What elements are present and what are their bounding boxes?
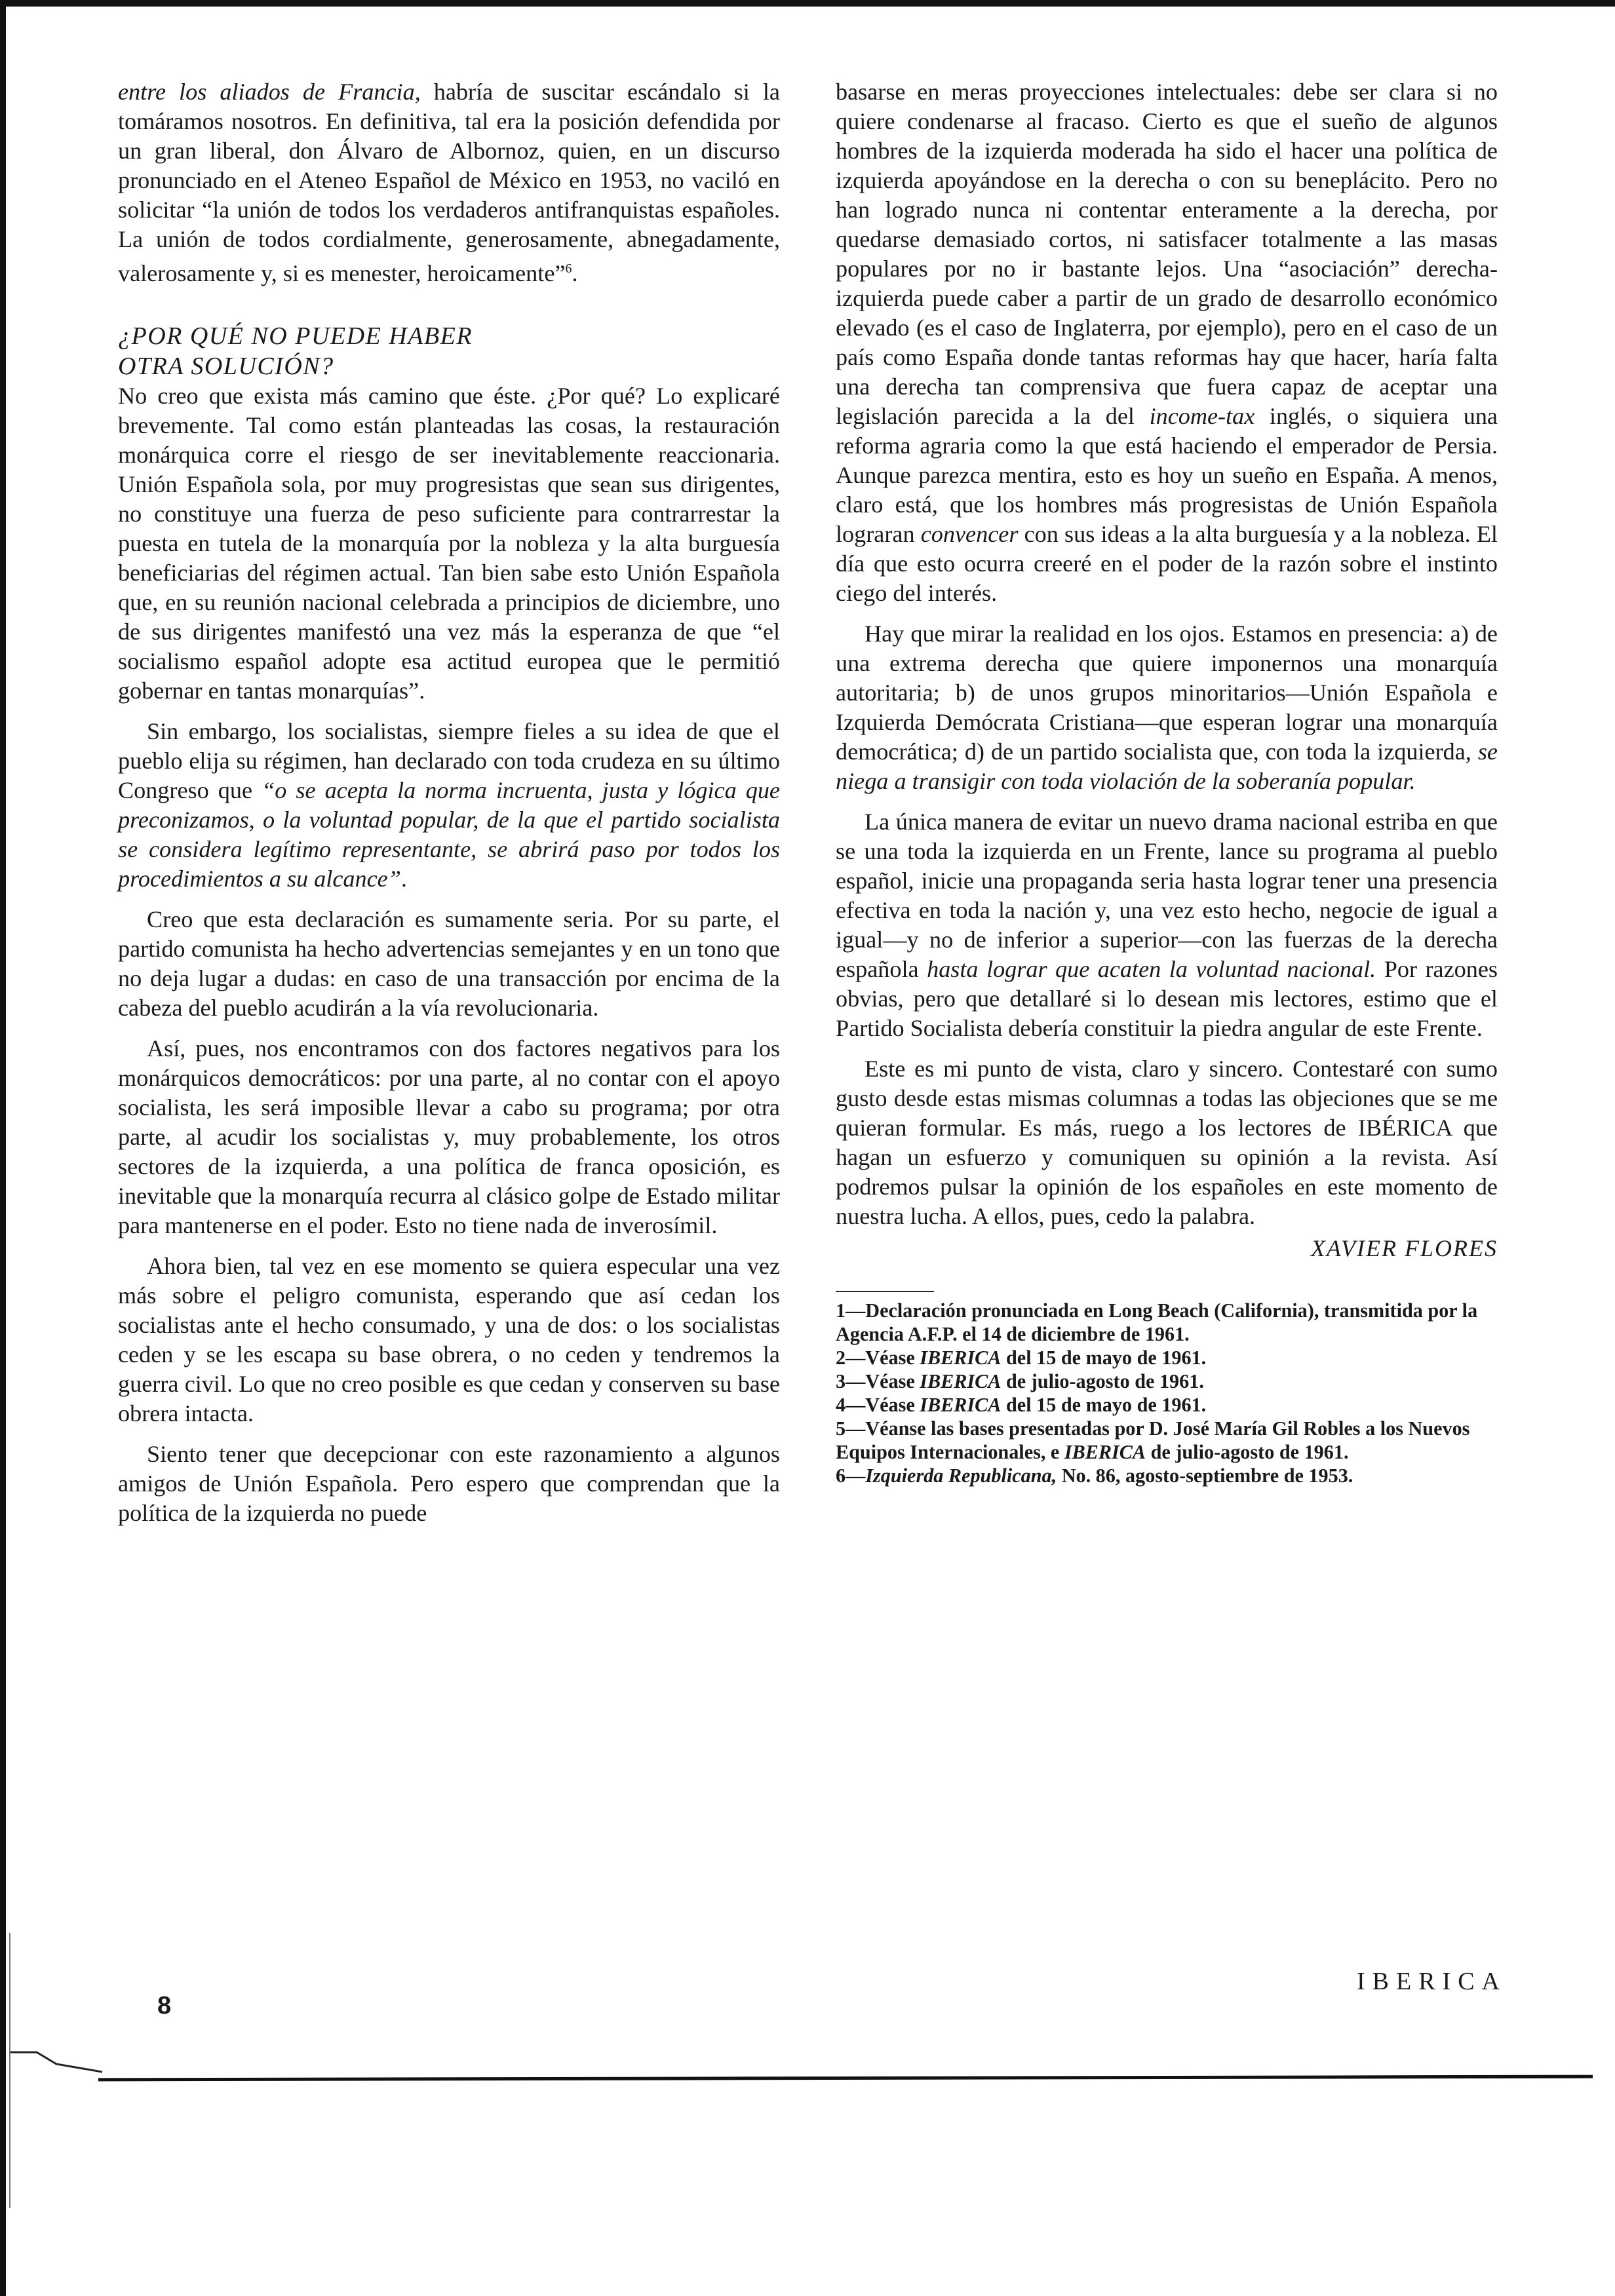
right-paragraph-3-b: Por razones obvias, pero que detallaré si lo desean mis lectores, estimo que el Partido Socialista debería constituir la piedra angular de este Frente. <box>836 956 1498 1041</box>
footnote-5-a: 5—Véanse las bases presentadas por D. José María Gil Robles a los Nuevos Equipos Internacionales, e <box>836 1417 1470 1463</box>
right-paragraph-1-c: con sus ideas a la alta burguesía y a la nobleza. El día que esto ocurra creeré en el poder de la razón sobre el instinto ciego del interés. <box>836 521 1498 606</box>
footnote-3-b: de julio-agosto de 1961. <box>1001 1370 1204 1392</box>
footnotes <box>836 1299 1498 1487</box>
left-paragraph-6: Ahora bien, tal vez en ese momento se quiera especular una vez más sobre el peligro comunista, esperando que así cedan los socialistas ante el hecho consumado, y una de dos: o los socialistas ceden y se les escapa su base obrera, o no ceden y tendremos la guerra civil. Lo que no creo posible es que cedan y conserven su base obrera intacta. <box>118 1253 780 1427</box>
footnote-4-b: del 15 de mayo de 1961. <box>1001 1394 1207 1416</box>
footnote-4-a: 4—Véase <box>836 1394 920 1416</box>
right-paragraph-2-a: Hay que mirar la realidad en los ojos. Estamos en presencia: a) de una extrema derecha que quiere imponernos una monarquía autoritaria; b) de unos grupos minoritarios—Unión Española e Izquierda Demócrata Cristiana—que esperan lograr una monarquía democrática; d) de un partido socialista que, con toda la izquierda, <box>836 621 1498 765</box>
left-paragraph-5: Así, pues, nos encontramos con dos factores negativos para los monárquicos democráticos: por una parte, al no contar con el apoyo socialista, les será imposible llevar a cabo su programa; por otra parte, al acudir los socialistas y, muy probablemente, los otros sectores de la izquierda, a una política de franca oposición, es inevitable que la monarquía recurra al clásico golpe de Estado militar para mantenerse en el poder. Esto no tiene nada de inverosímil. <box>118 1035 780 1239</box>
footnote-2-a: 2—Véase <box>836 1347 920 1369</box>
right-paragraph-1 <box>836 77 1498 608</box>
left-paragraph-2: No creo que exista más camino que éste. ¿Por qué? Lo explicaré brevemente. Tal como están planteadas las cosas, la restauración monárquica corre el riesgo de ser inevitablemente reaccionaria. Unión Española sola, por muy progresistas que sean sus dirigentes, no constituye una fuerza de peso suficiente para contrarrestar la puesta en tutela de la monarquía por la nobleza y la alta burguesía beneficiarias del régimen actual. Tan bien sabe esto Unión Española que, en su reunión nacional celebrada a principios de diciembre, uno de sus dirigentes manifestó una vez más la esperanza de que “el socialismo español adopte esa actitud europea que le permitió gobernar en tantas monarquías”. <box>118 383 780 704</box>
left-paragraph-4: Creo que esta declaración es sumamente seria. Por su parte, el partido comunista ha hecho advertencias semejantes y en un tono que no deja lugar a dudas: en caso de una transacción por encima de la cabeza del pueblo acudirán a la vía revolucionaria. <box>118 906 780 1022</box>
section-subhead <box>118 321 780 381</box>
footnote-rule <box>836 1291 934 1292</box>
footnote-3-italic: IBERICA <box>920 1370 1002 1392</box>
left-paragraph-7: Siento tener que decepcionar con este razonamiento a algunos amigos de Unión Española. Pero espero que comprendan que la política de la izquierda no puede <box>118 1441 780 1527</box>
right-paragraph-3 <box>836 807 1498 1043</box>
left-paragraph-1-end: . <box>572 260 578 287</box>
footnote-ref-6: 6 <box>565 261 572 276</box>
footnote-6 <box>836 1464 1498 1487</box>
right-paragraph-1-italic-1: income-tax <box>1149 403 1255 429</box>
right-paragraph-3-a: La única manera de evitar un nuevo drama nacional estriba en que se una toda la izquierda en un Frente, lance su programa al pueblo español, inicie una propaganda seria hasta lograr tener una presencia efectiva en toda la nación y, una vez esto hecho, negocie de igual a igual—y no de inferior a superior—con las fuerzas de la derecha española <box>836 809 1498 982</box>
footnote-6-a: 6— <box>836 1464 866 1487</box>
author-signature: XAVIER FLORES <box>1310 1235 1498 1261</box>
right-paragraph-4: Este es mi punto de vista, claro y sincero. Contestaré con sumo gusto desde estas mismas columnas a todas las objeciones que se me quieran formular. Es más, ruego a los lectores de IBÉRICA que hagan un esfuerzo y comuniquen su opinión a la revista. Así podremos pulsar la opinión de los españoles en este momento de nuestra lucha. A ellos, pues, cedo la palabra. <box>836 1056 1498 1229</box>
footnote-4 <box>836 1393 1498 1417</box>
corner-tick-mark <box>10 2038 102 2077</box>
footnote-2-b: del 15 de mayo de 1961. <box>1001 1347 1207 1369</box>
right-paragraph-2 <box>836 619 1498 796</box>
section-subhead-line-1: ¿POR QUÉ NO PUEDE HABER <box>118 322 473 351</box>
bottom-rule <box>98 2075 1593 2082</box>
footnote-2 <box>836 1346 1498 1369</box>
journal-name: IBERICA <box>1357 1968 1507 1995</box>
footnote-6-b: No. 86, agosto-septiembre de 1953. <box>1057 1464 1353 1487</box>
footnote-5-italic: IBERICA <box>1064 1441 1146 1463</box>
scan-edge-left <box>0 0 6 2296</box>
footnote-4-italic: IBERICA <box>920 1394 1002 1416</box>
footnote-5-b: de julio-agosto de 1961. <box>1146 1441 1349 1463</box>
left-column <box>118 77 780 1539</box>
right-paragraph-1-b: inglés, o siquiera una reforma agraria como la que está haciendo el emperador de Persia. Aunque parezca mentira, esto es hoy un sueño en España. A menos, claro está, que los hombres más progresistas de Unión Española lograran <box>836 403 1498 547</box>
section-subhead-line-2: OTRA SOLUCIÓN? <box>118 353 334 381</box>
right-column <box>836 77 1498 1487</box>
left-paragraph-1-text: habría de suscitar escándalo si la tomáramos nosotros. En definitiva, tal era la posición defendida por un gran liberal, don Álvaro de Albornoz, quien, en un discurso pronunciado en el Ateneo Español de México en 1953, no vaciló en solicitar “la unión de todos los verdaderos antifranquistas españoles. La unión de todos cordialmente, generosamente, abnegadamente, valerosamente y, si es menester, heroicamente” <box>118 79 780 287</box>
right-paragraph-1-a: basarse en meras proyecciones intelectuales: debe ser clara si no quiere condenarse al fracaso. Cierto es que el sueño de algunos hombres de la izquierda moderada ha sido el hacer una política de izquierda apoyándose en la derecha o con su beneplácito. Pero no han logrado nunca ni contentar enteramente a la derecha, por quedarse demasiado cortos, ni satisfacer totalmente a las masas populares por no ir bastante lejos. Una “asociación” derecha-izquierda puede caber a partir de un grado de desarrollo económico elevado (es el caso de Inglaterra, por ejemplo), pero en el caso de un país como España donde tantas reformas hay que hacer, haría falta una derecha tan comprensiva que fuera capaz de aceptar una legislación parecida a la del <box>836 79 1498 429</box>
right-paragraph-3-italic: hasta lograr que acaten la voluntad nacional. <box>927 956 1376 982</box>
left-paragraph-3-quote: “o se acepta la norma incruenta, justa y lógica que preconizamos, o la voluntad popular, de la que el partido socialista se considera legítimo representante, se abrirá paso por todos los procedimientos a su alcance” <box>118 777 780 892</box>
right-paragraph-2-italic: se niega a transigir con toda violación de la soberanía popular. <box>836 738 1498 794</box>
page-number: 8 <box>157 1992 172 2019</box>
footnote-2-italic: IBERICA <box>920 1347 1002 1369</box>
left-paragraph-3-text: Sin embargo, los socialistas, siempre fieles a su idea de que el pueblo elija su régimen, han declarado con toda crudeza en su último Congreso que <box>118 718 780 804</box>
footnote-1: 1—Declaración pronunciada en Long Beach (California), transmitida por la Agencia A.F.P. el 14 de diciembre de 1961. <box>836 1299 1478 1345</box>
footnote-6-italic: Izquierda Republicana, <box>865 1464 1057 1487</box>
footnote-3 <box>836 1369 1498 1393</box>
left-paragraph-1-italic: entre los aliados de Francia, <box>118 79 421 105</box>
footnote-3-a: 3—Véase <box>836 1370 920 1392</box>
scan-edge-top <box>0 0 1615 7</box>
footnote-5 <box>836 1417 1498 1464</box>
left-paragraph-3-end: . <box>400 866 407 892</box>
left-paragraph-1 <box>118 77 780 288</box>
right-paragraph-1-italic-2: convencer <box>920 521 1019 547</box>
left-paragraph-3 <box>118 717 780 894</box>
